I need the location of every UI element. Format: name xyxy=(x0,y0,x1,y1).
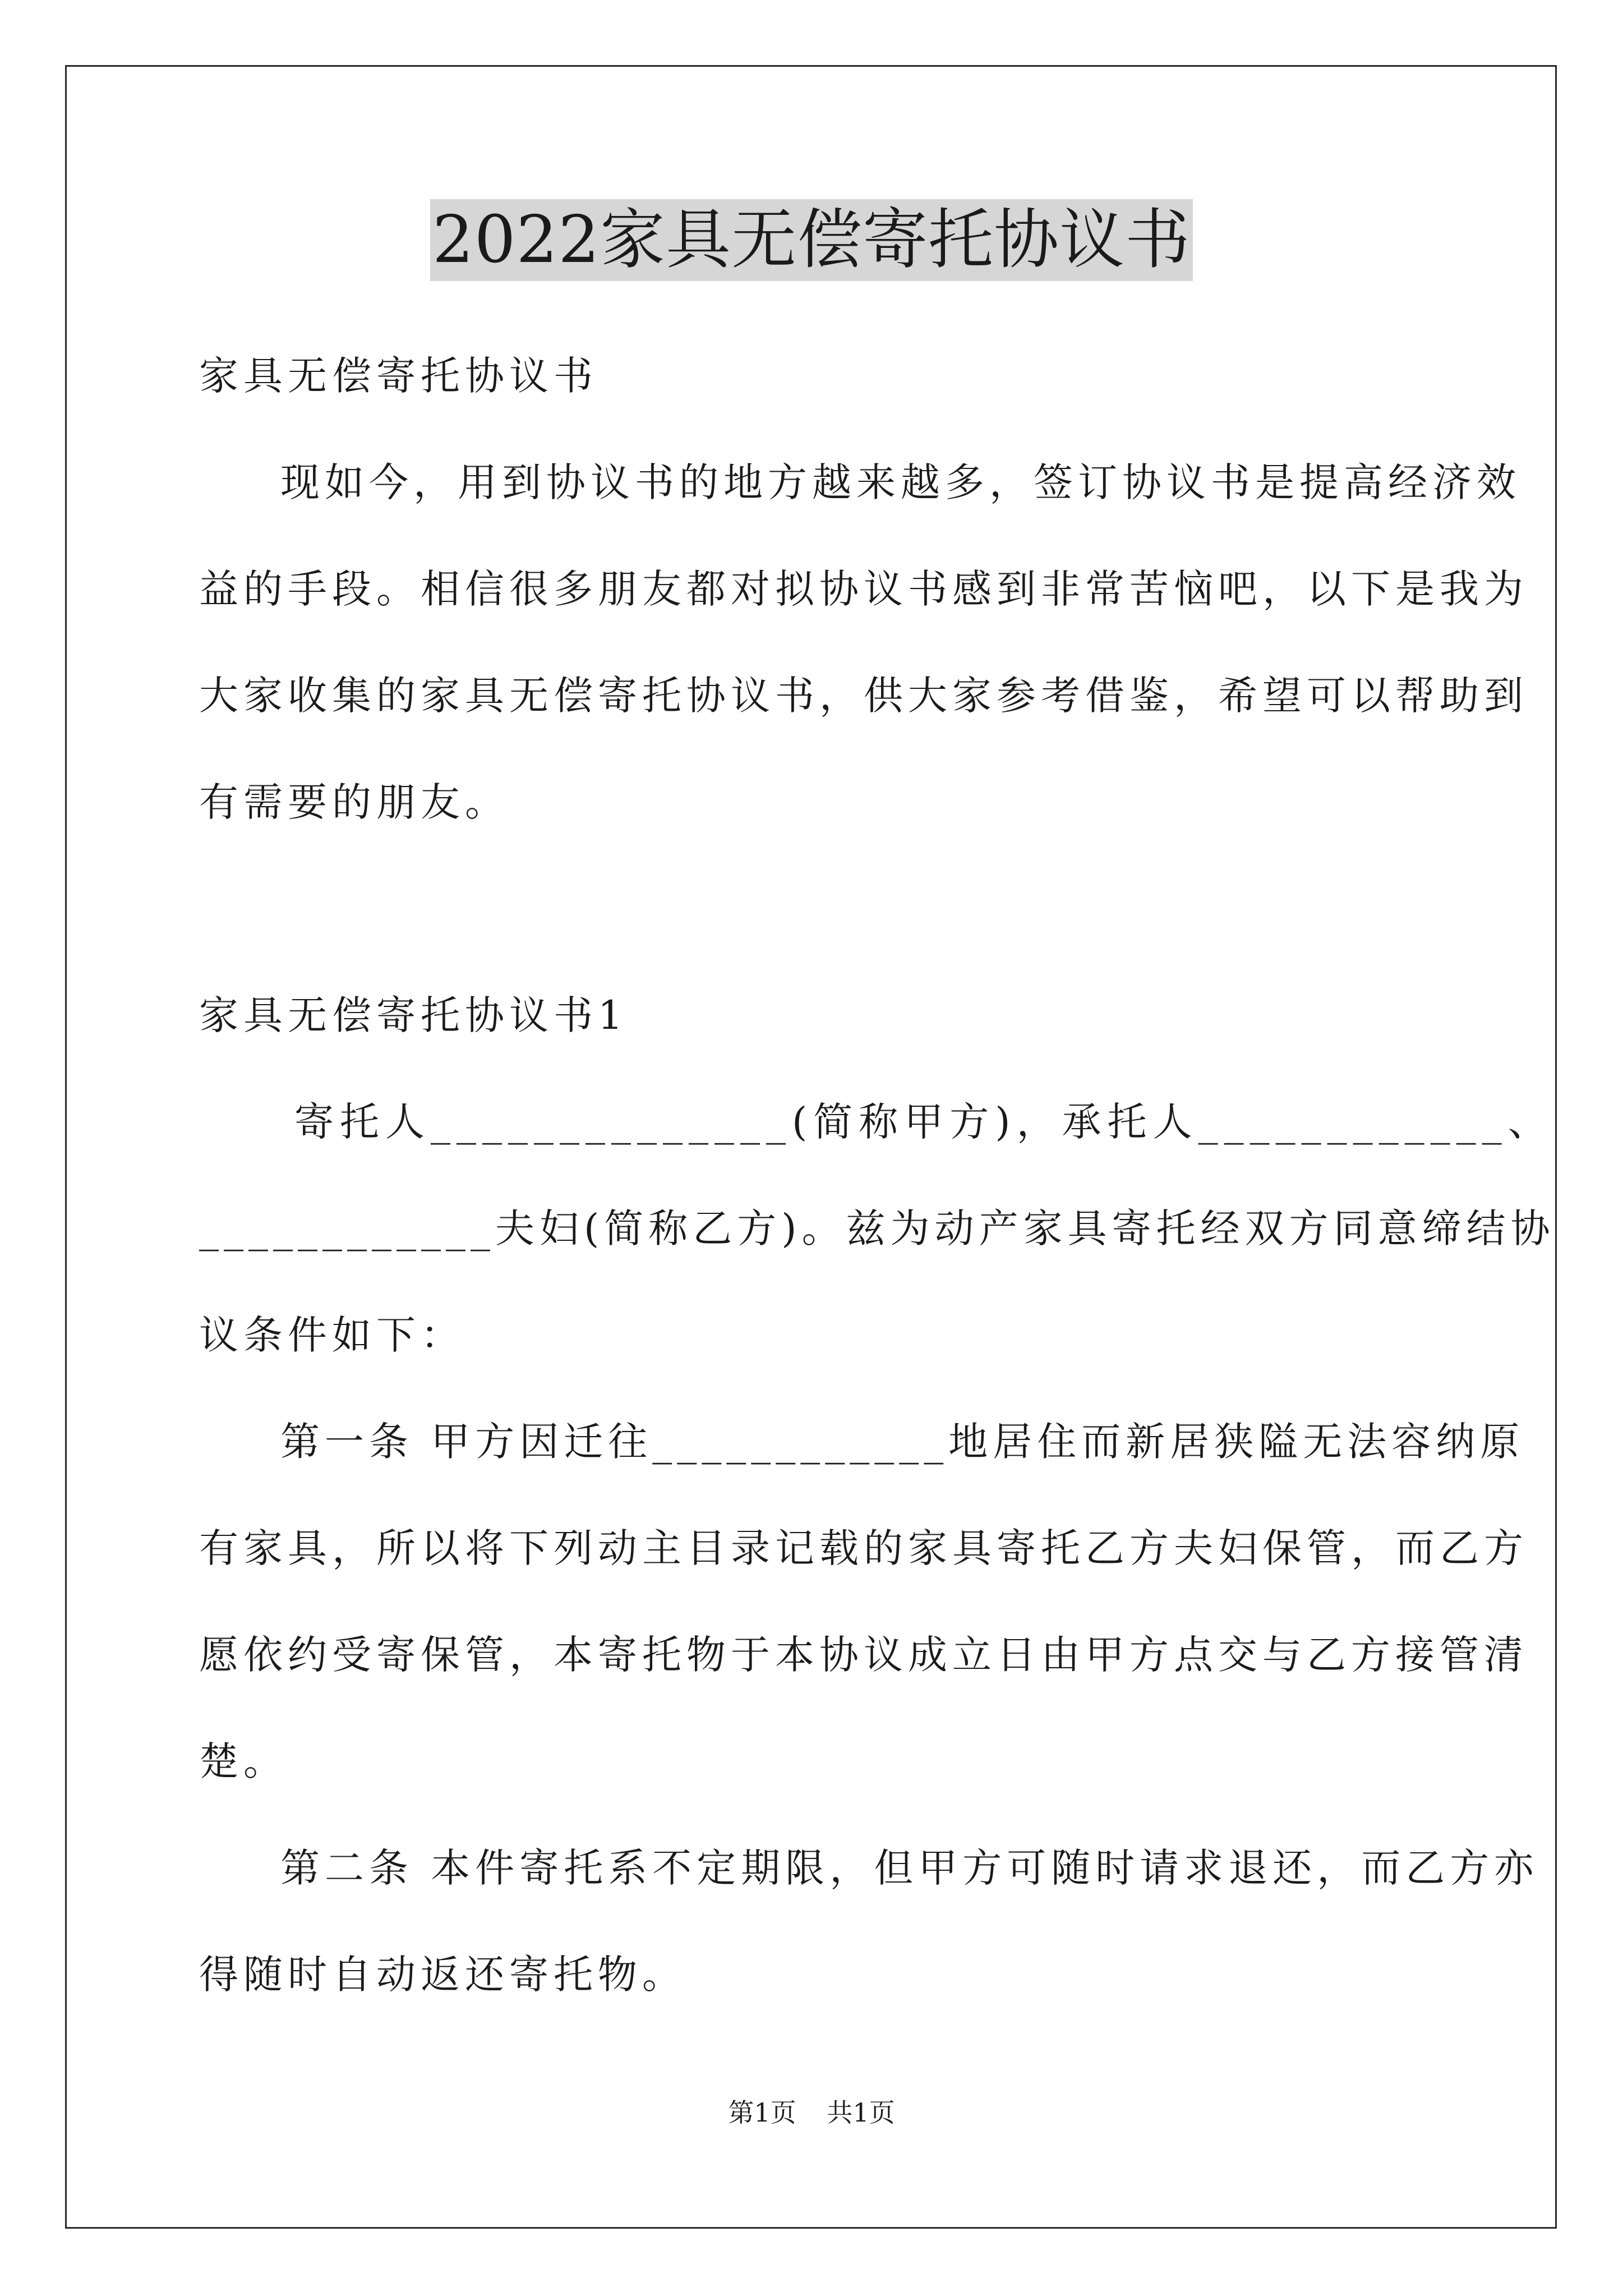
intro-line: 益的手段。相信很多朋友都对拟协议书感到非常苦恼吧，以下是我为 xyxy=(199,566,1528,612)
clause-line: ____________夫妇(简称乙方)。兹为动产家具寄托经双方同意缔结协 xyxy=(199,1205,1555,1251)
clause-line: 第一条 甲方因迁往____________地居住而新居狭隘无法容纳原 xyxy=(280,1419,1525,1465)
title-container xyxy=(0,199,1623,281)
clause-line: 有家具，所以将下列动主目录记载的家具寄托乙方夫妇保管，而乙方 xyxy=(199,1525,1528,1571)
intro-line: 大家收集的家具无偿寄托协议书，供大家参考借鉴，希望可以帮助到 xyxy=(199,673,1528,719)
clause-line: 愿依约受寄保管，本寄托物于本协议成立日由甲方点交与乙方接管清 xyxy=(199,1632,1528,1678)
clause-line: 楚。 xyxy=(199,1738,288,1784)
document-title: 2022家具无偿寄托协议书 xyxy=(430,199,1193,281)
clause-line: 得随时自动返还寄托物。 xyxy=(199,1952,686,1998)
section-heading: 家具无偿寄托协议书 xyxy=(199,353,598,399)
page-footer xyxy=(0,2092,1623,2129)
section-heading: 家具无偿寄托协议书1 xyxy=(199,992,628,1038)
clause-line: 第二条 本件寄托系不定期限，但甲方可随时请求退还，而乙方亦 xyxy=(280,1845,1539,1891)
intro-line: 现如今，用到协议书的地方越来越多，签订协议书是提高经济效 xyxy=(280,459,1521,505)
page-number: 第1页 xyxy=(728,2097,796,2128)
clause-line: 议条件如下： xyxy=(199,1312,465,1358)
intro-line: 有需要的朋友。 xyxy=(199,779,509,825)
clause-line: 寄托人______________(简称甲方)，承托人____________、 xyxy=(294,1099,1553,1145)
page-total: 共1页 xyxy=(827,2097,895,2128)
